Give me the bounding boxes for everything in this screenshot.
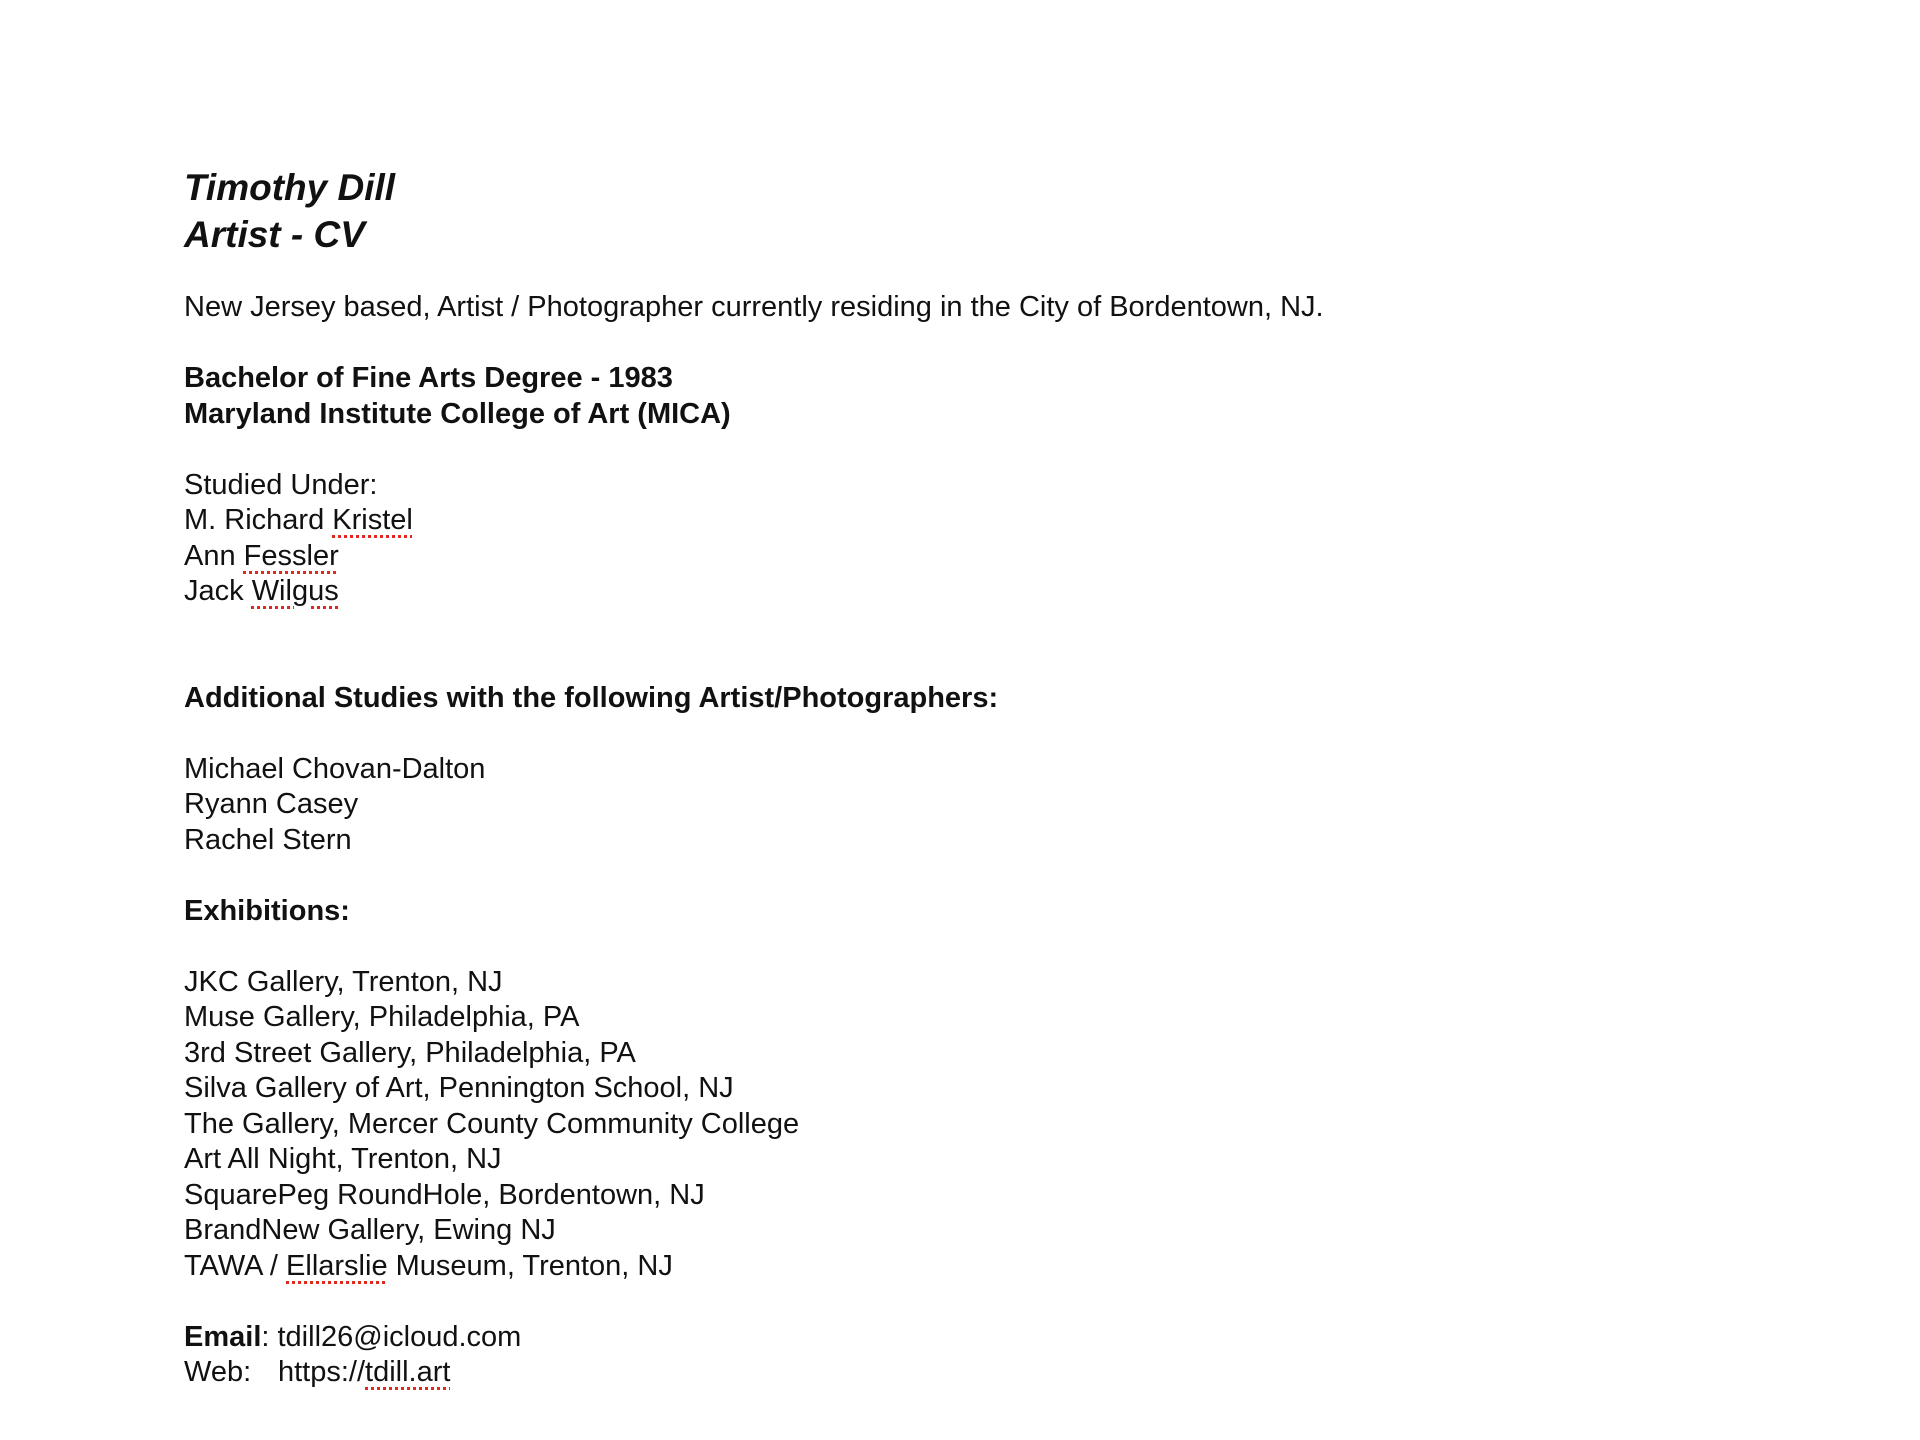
teacher-item	[184, 503, 1784, 539]
exhibitions-heading: Exhibitions:	[184, 894, 350, 927]
exhibition-item: Art All Night, Trenton, NJ	[184, 1143, 502, 1175]
teacher-last-name[interactable]: Fessler	[243, 539, 339, 572]
email-separator: :	[261, 1320, 278, 1353]
exhibition-item: 3rd Street Gallery, Philadelphia, PA	[184, 1036, 636, 1069]
web-label: Web:	[184, 1356, 252, 1388]
spacer	[184, 258, 1784, 290]
email-label: Email	[184, 1320, 262, 1353]
email-address[interactable]: tdill26@icloud.com	[277, 1320, 522, 1353]
artist-item: Ryann Casey	[184, 788, 359, 820]
exhibition-item: JKC Gallery, Trenton, NJ	[184, 965, 503, 998]
spacer	[184, 1284, 1784, 1320]
additional-studies-heading: Additional Studies with the following Artist/Photographers:	[184, 681, 999, 714]
school-line: Maryland Institute College of Art (MICA)	[184, 397, 731, 430]
spacer	[184, 716, 1784, 752]
cv-document	[184, 164, 1784, 1391]
misspelled-word[interactable]: Ellarslie	[286, 1249, 388, 1282]
degree-line: Bachelor of Fine Arts Degree - 1983	[184, 362, 673, 394]
exhibition-item: SquarePeg RoundHole, Bordentown, NJ	[184, 1178, 705, 1211]
cv-subtitle-heading: Artist - CV	[184, 214, 365, 255]
web-url-prefix: https://	[278, 1356, 366, 1388]
exhibition-item: Silva Gallery of Art, Pennington School, NJ	[184, 1072, 734, 1104]
teacher-first-name: Ann	[184, 539, 244, 572]
spacer	[184, 929, 1784, 965]
teacher-first-name: M. Richard	[184, 504, 333, 536]
exhibition-item: Muse Gallery, Philadelphia, PA	[184, 1001, 580, 1033]
artist-item: Michael Chovan-Dalton	[184, 752, 486, 785]
intro-paragraph: New Jersey based, Artist / Photographer currently residing in the City of Bordentown, NJ.	[184, 291, 1324, 323]
teacher-last-name[interactable]: Wilgus	[251, 575, 339, 607]
exhibition-item	[184, 1249, 1784, 1285]
spacer	[184, 432, 1784, 468]
studied-under-heading: Studied Under:	[184, 468, 378, 501]
spacer	[184, 858, 1784, 894]
teacher-item	[184, 539, 1784, 575]
exhibition-item: The Gallery, Mercer County Community College	[184, 1107, 800, 1140]
teacher-item	[184, 574, 1784, 610]
cv-name-heading: Timothy Dill	[184, 167, 396, 208]
web-url[interactable]	[278, 1356, 450, 1388]
teacher-last-name[interactable]: Kristel	[332, 504, 413, 536]
exhibition-text: TAWA /	[184, 1249, 287, 1282]
email-line	[184, 1320, 1784, 1356]
spacer	[184, 610, 1784, 681]
teacher-first-name: Jack	[184, 575, 252, 607]
artist-item: Rachel Stern	[184, 823, 352, 856]
exhibition-item: BrandNew Gallery, Ewing NJ	[184, 1214, 556, 1246]
web-line	[184, 1355, 1784, 1391]
exhibition-text: Museum, Trenton, NJ	[387, 1249, 673, 1282]
web-url-domain[interactable]: tdill.art	[365, 1356, 451, 1388]
spacer	[184, 326, 1784, 362]
